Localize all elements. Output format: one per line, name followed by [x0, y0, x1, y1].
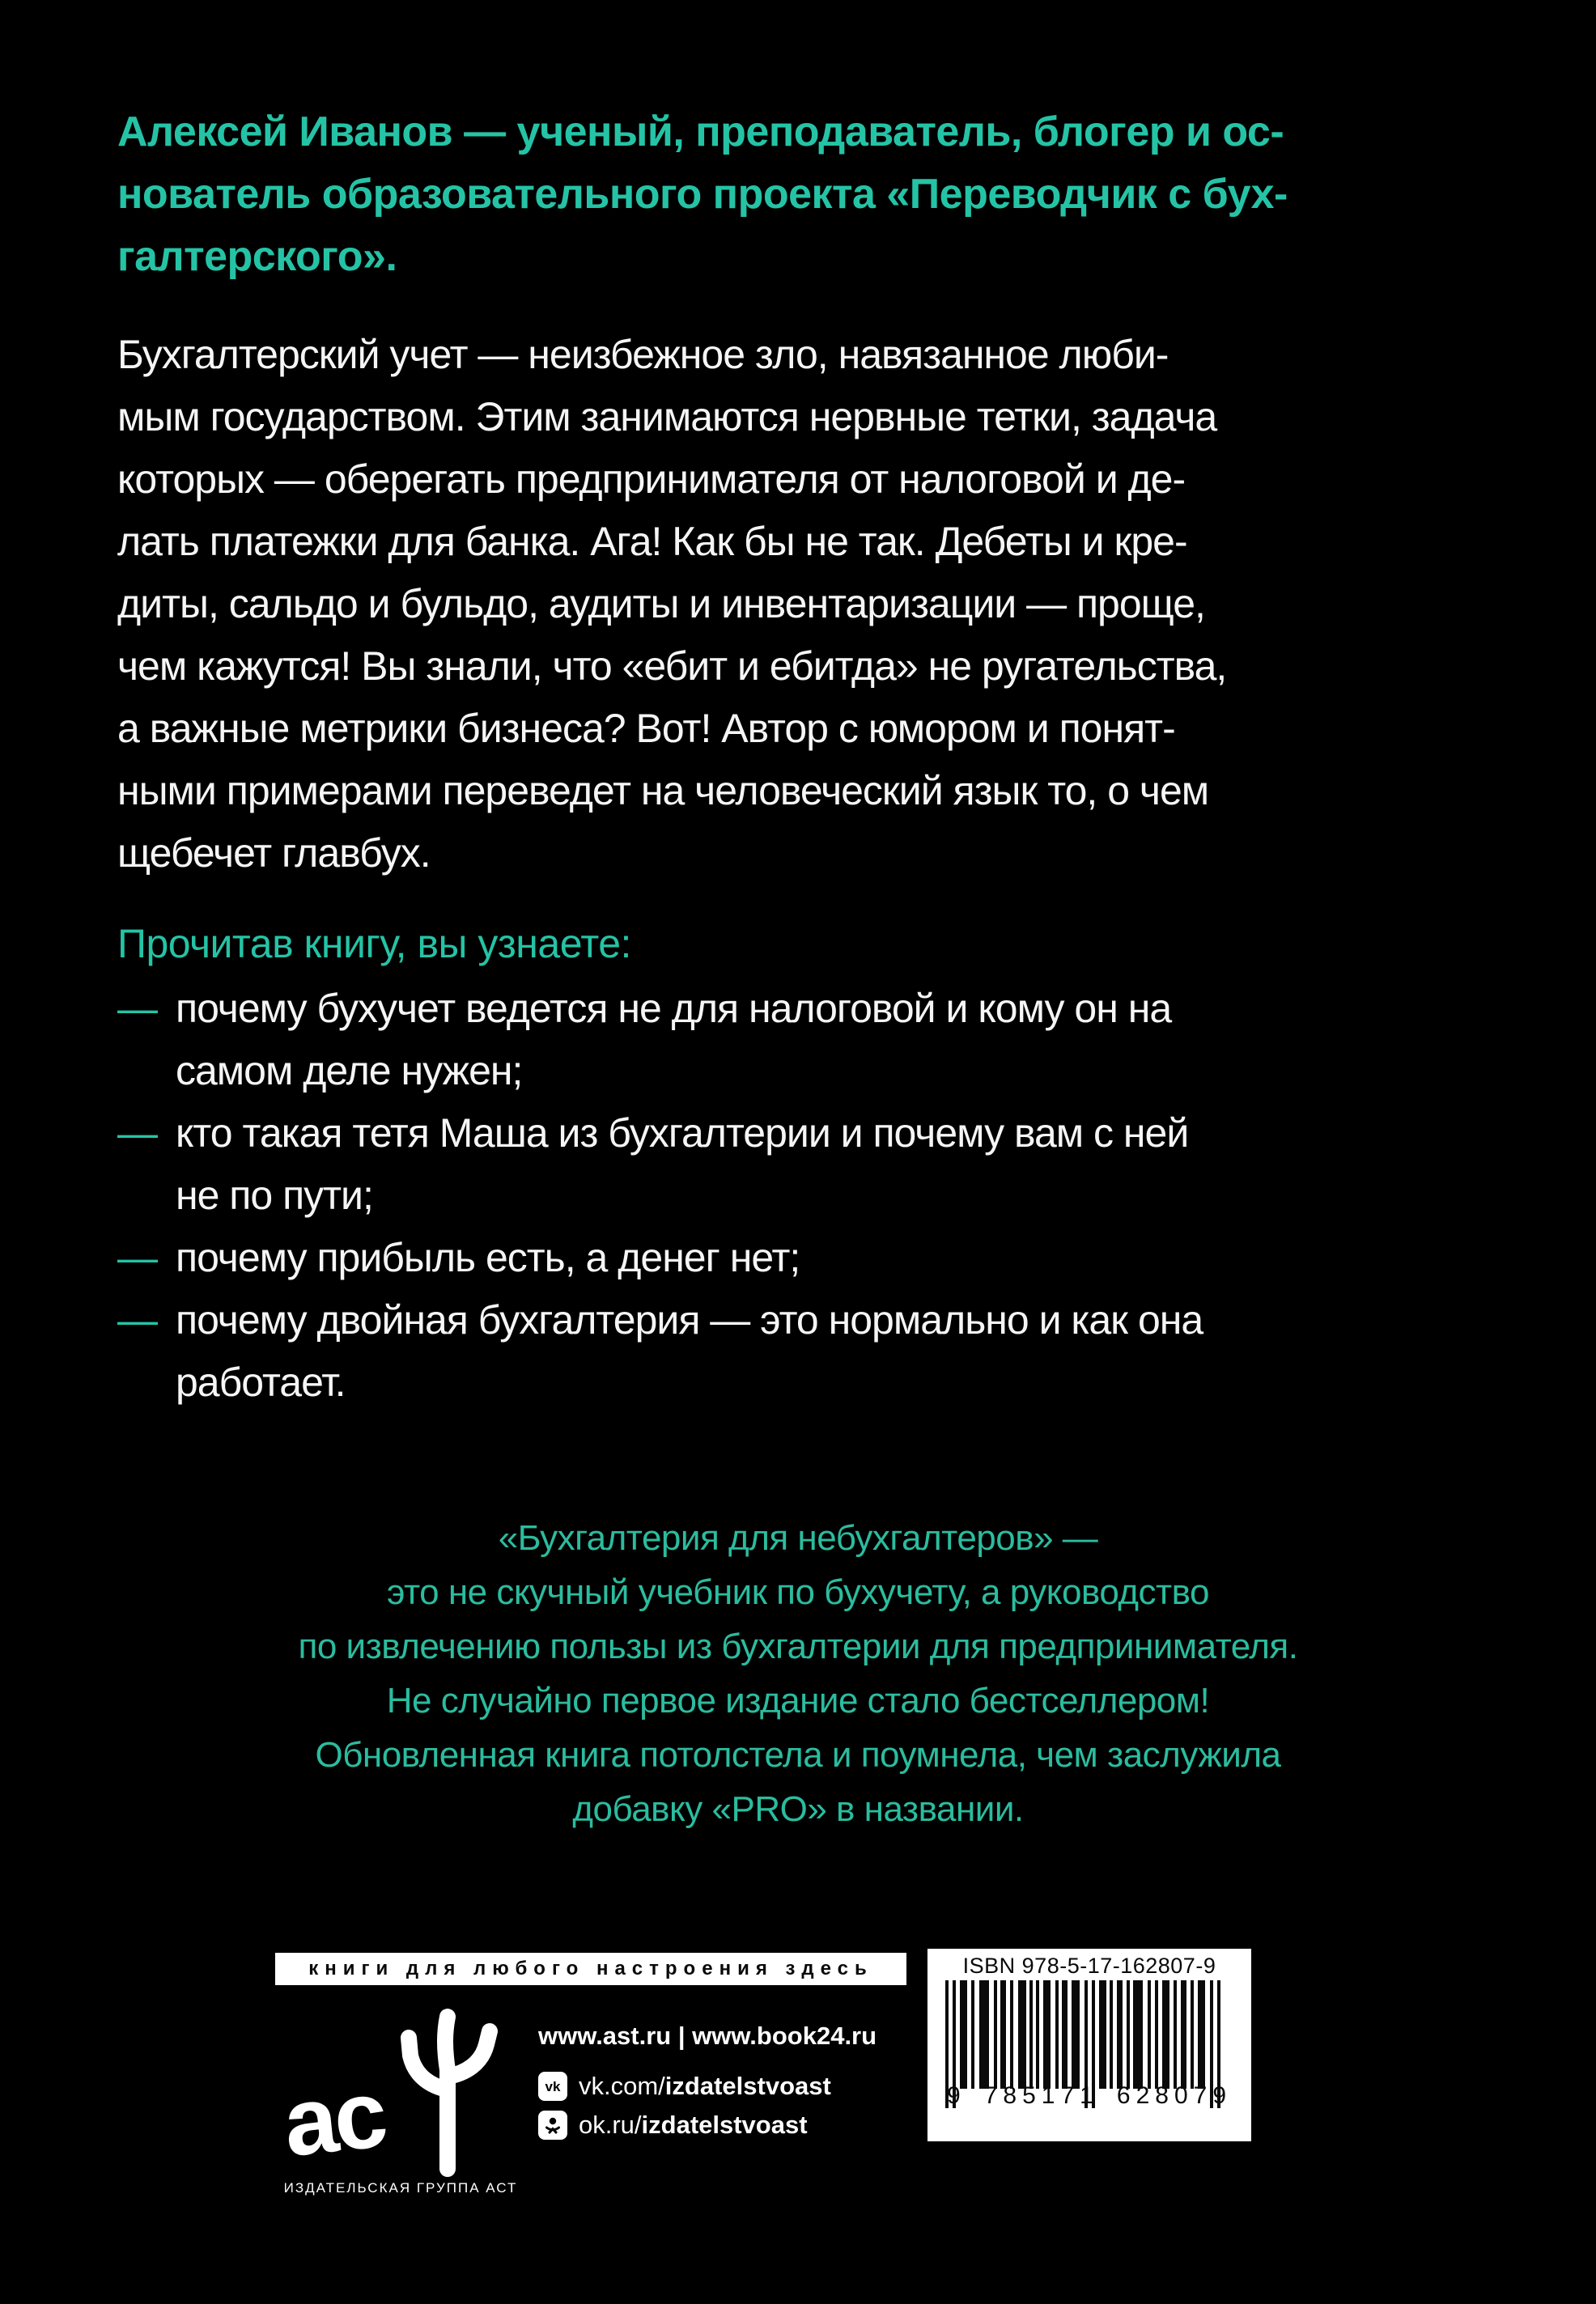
ast-logo-caption: ИЗДАТЕЛЬСКАЯ ГРУППА АСТ	[283, 2180, 518, 2196]
vk-link-row	[538, 2072, 919, 2101]
ok-link-text: ok.ru/izdatelstvoast	[579, 2111, 808, 2139]
cactus-icon	[384, 1992, 514, 2179]
author-intro-line: нователь образовательного проекта «Переводчик с бух-	[117, 171, 1288, 218]
bullet-text: самом деле нужен;	[176, 1048, 523, 1093]
promo-line: это не скучный учебник по бухучету, а руководство	[386, 1572, 1209, 1612]
learn-list-row	[117, 1227, 1526, 1289]
tagline-text: книги для любого настроения здесь	[308, 1958, 873, 1979]
learn-list-row	[117, 1040, 1526, 1102]
description-line: мым государством. Этим занимаются нервные тетки, задача	[117, 394, 1217, 439]
description-line: чем кажутся! Вы знали, что «ебит и ебитда» не ругательства,	[117, 643, 1227, 689]
vk-icon	[538, 2072, 567, 2101]
bullet-text: почему прибыль есть, а денег нет;	[176, 1235, 800, 1280]
description-line: Бухгалтерский учет — неизбежное зло, навязанное люби-	[117, 332, 1169, 377]
description-line: ными примерами переведет на человеческий язык то, о чем	[117, 768, 1209, 813]
bullet-text: работает.	[176, 1360, 346, 1405]
ast-publisher-logo	[267, 1992, 534, 2227]
promo-line: добавку «PRO» в названии.	[572, 1789, 1024, 1829]
footer-links	[538, 2022, 919, 2149]
learn-list-row	[117, 978, 1526, 1040]
tagline-strip	[275, 1953, 906, 1985]
description-line: а важные метрики бизнеса? Вот! Автор с юмором и понят-	[117, 706, 1175, 751]
description-line: лать платежки для банка. Ага! Как бы не так. Дебеты и кре-	[117, 519, 1187, 564]
isbn-barcode	[927, 1949, 1251, 2141]
promo-line: Обновленная книга потолстела и поумнела, чем заслужила	[315, 1735, 1281, 1775]
bullet-text: почему бухучет ведется не для налоговой и кому он на	[176, 986, 1172, 1031]
bullet-dash: —	[117, 986, 158, 1031]
description-line: диты, сальдо и бульдо, аудиты и инвентаризации — проще,	[117, 581, 1205, 626]
barcode-number: 9 785171 628079	[947, 2082, 1232, 2109]
bullet-dash: —	[117, 1235, 158, 1280]
vk-link-text: vk.com/izdatelstvoast	[579, 2072, 831, 2100]
bullet-text: не по пути;	[176, 1173, 373, 1218]
learn-list-row	[117, 1102, 1526, 1165]
ast-logo-art	[279, 1992, 522, 2179]
description-line: которых — оберегать предпринимателя от налоговой и де-	[117, 456, 1186, 502]
learn-list-row	[117, 1165, 1526, 1227]
author-intro-line: галтерского».	[117, 233, 397, 280]
learn-list	[117, 978, 1526, 1414]
learn-list-row	[117, 1351, 1526, 1414]
bullet-text: кто такая тетя Маша из бухгалтерии и почему вам с ней	[176, 1110, 1189, 1156]
learn-list-row	[117, 1289, 1526, 1351]
promo-paragraph	[102, 1511, 1494, 1836]
ok-icon	[538, 2111, 567, 2140]
svg-text:vk: vk	[545, 2079, 561, 2094]
author-intro-line: Алексей Иванов — ученый, преподаватель, блогер и ос-	[117, 108, 1284, 155]
ast-logo-script-text: ас	[278, 2060, 389, 2178]
description-line: щебечет главбух.	[117, 830, 431, 876]
ok-link-row	[538, 2111, 919, 2140]
isbn-text: ISBN 978-5-17-162807-9	[962, 1954, 1216, 1978]
promo-line: Не случайно первое издание стало бестселлером!	[386, 1681, 1210, 1721]
bullet-text: почему двойная бухгалтерия — это нормально и как она	[176, 1297, 1203, 1343]
author-intro	[117, 101, 1493, 288]
promo-line: по извлечению пользы из бухгалтерии для предпринимателя.	[298, 1627, 1298, 1666]
bullet-dash: —	[117, 1110, 158, 1156]
promo-line: «Бухгалтерия для небухгалтеров» —	[498, 1518, 1098, 1558]
publisher-websites: www.ast.ru | www.book24.ru	[538, 2022, 877, 2050]
bullet-dash: —	[117, 1297, 158, 1343]
learn-list-heading: Прочитав книгу, вы узнаете:	[117, 921, 631, 966]
book-description	[117, 324, 1509, 885]
